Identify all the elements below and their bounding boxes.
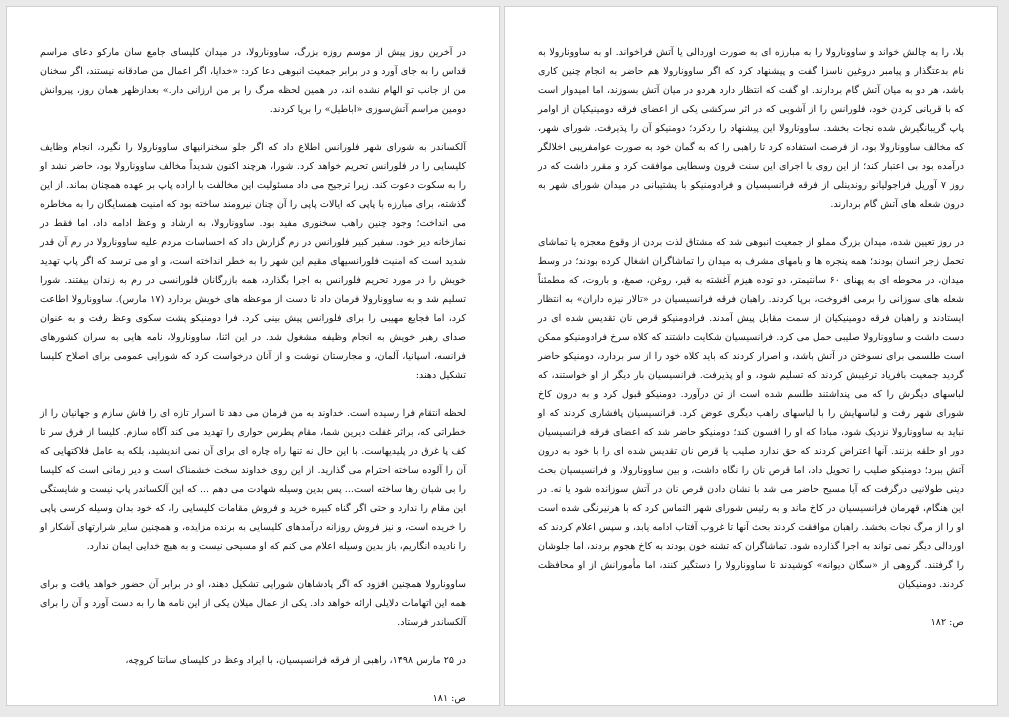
left-paragraph-4: ساوونارولا همچنین افزود که اگر پادشاهان شورایی تشکیل دهند، او در برابر آن حضور خواهد یافت و برای همه این اتهامات دلایلی ارائه خواهد داد. یکی از عمال میلان یکی از این نامه ها را به دست آورد و آن را برای آلکساندر فرستاد. — [40, 579, 466, 628]
page-right — [504, 6, 998, 706]
page-number-left: ص: ۱۸۱ — [432, 693, 466, 704]
page-number-right: ص: ۱۸۲ — [930, 617, 964, 628]
page-left-content — [40, 43, 466, 706]
left-paragraph-2: آلکساندر به شورای شهر فلورانس اطلاع داد که اگر جلو سخنرانیهای ساوونارولا را نگیرد، انجام وظایف کلیسایی را در فلورانس تحریم خواهد کرد. شورا، هرچند اکنون شدیداً مخالف ساوونارولا بود، حاضر نشد او را به سکوت دعوت کند. زیرا ترجیح می داد مسئولیت این مخالفت با اراده پاپ بر عهده همچنان بماند. از این گذشته، برای مبارزه با پاپی که ایالات پاپی را آن چنان نیرومند ساخته بود که امنیت همسایگان را به مخاطره می انداخت؛ وجود چنین راهب سخنوری مفید بود. ساوونارولا، به ارشاد و وعظ ادامه داد، اما فقط در نمازخانه دیر خود. سفیر کبیر فلورانس در رم گزارش داد که احساسات مردم علیه ساوونارولا در رم آن قدر شدید است که امنیت فلورانسیهای مقیم این شهر را به خطر انداخته است، و او می ترسد که اگر پاپ تهدید خویش را در مورد تحریم فلورانس به اجرا بگذارد، همه بازرگانان فلورانسی در رم به زندان بیفتند. شورا تسلیم شد و به ساوونارولا فرمان داد تا دست از موعظه های خویش بردارد (۱۷ مارس). ساوونارولا اطاعت کرد، اما فجایع مهیبی را برای فلورانس پیش بینی کرد. فرا دومنیکو پشت سکوی وعظ رفت و به عنوان صدای رهبر خویش به انجام وظیفه مشغول شد. در این اثنا، ساوونارولا، نامه هایی به سران کشورهای فرانسه، اسپانیا، آلمان، و مجارستان نوشت و از آنان درخواست کرد که شورایی عمومی برای اصلاح کلیسا تشکیل دهند: — [40, 142, 466, 381]
left-paragraph-3: لحظه انتقام فرا رسیده است. خداوند به من فرمان می دهد تا اسرار تازه ای را فاش سازم و جهانیان را از خطراتی که، براثر غفلت دیرین شما، مقام پطرس حواری را تهدید می کند آگاه سازم. کلیسا از فرق سر تا کف پا غرق در پلیدیهاست. با این حال نه تنها راه چاره ای برای آن نمی اندیشید، بلکه به عامل فلاکتهایی که آن را آلوده ساخته احترام می گذارید. از این روی خداوند سخت خشمناک است و دیر زمانی است که کلیسا را بی شبان رها ساخته است... پس بدین وسیله شهادت می دهم ... که این آلکساندر پاپ نیست و شایستگی این مقام را ندارد و حتی اگر گناه کبیره خرید و فروش مقامات کلیسایی را، که خود بدان وسیله کرسی پاپی را خریده است، و نیز فروش روزانه درآمدهای کلیسایی به برنده مزایده، و همچنین سایر شرارتهای آشکار او را نادیده انگاریم، باز بدین وسیله اعلام می کنم که او مسیحی نیست و به هیچ خدایی ایمان ندارد. — [40, 408, 466, 552]
right-paragraph-2: در روز تعیین شده، میدان بزرگ مملو از جمعیت انبوهی شد که مشتاق لذت بردن از وقوع معجزه یا تماشای تحمل زجر انسان بودند؛ همه پنجره ها و بامهای مشرف به میدان را تماشاگران اشغال کرده بودند؛ در وسط میدان، در محوطه ای به پهنای ۶۰ سانتیمتر، دو توده هیزم آغشته به قیر، روغن، صمغ، و باروت، که مطمئناً شعله های سوزانی را برمی افروخت، برپا کردند. راهبان فرقه فرانسیسیان در «تالار نیزه داران» به انتظار ایستادند و راهبان فرقه دومینیکیان از سمت مقابل پیش آمدند. فرادومنیکو قرص نان تقدیس شده ای در دست داشت و ساوونارولا صلیبی حمل می کرد. فرانسیسیان شکایت داشتند که کلاه سرخ فرادومنیکو ممکن است طلسمی برای نسوختن در آتش باشد، و اصرار کردند که باید کلاه خود را از سر بردارد، دومنیکو حاضر گردید جمعیت بافریاد ترغیبش کردند که تسلیم شود، و او پذیرفت. فرانسیسیان بار دیگر از او خواستند، که لباسهای دیگرش را که می پنداشتند طلسم شده است از تن درآورد. دومنیکو قبول کرد و به درون کاخ شورای شهر رفت و لباسهایش را با لباسهای راهب دیگری عوض کرد. فرانسیسیان پافشاری کردند که او نباید به ساوونارولا نزدیک شود، مبادا که او را افسون کند؛ دومنیکو حاضر شد که اعضای فرقه فرانسیسیان دور او حلقه بزنند. آنها اعتراض کردند که حق ندارد صلیب یا قرص نان تقدیس شده ای را با خود به درون آتش ببرد؛ دومنیکو صلیب را تحویل داد، اما قرص نان را نگاه داشت، و بین ساوونارولا، و فرانسیسیان بحث دینی طولانیی درگرفت که آیا مسیح حاضر می شد با نشان دادن قرص نان در آتش سوزانده شود یا نه. در این هنگام، قهرمان فرانسیسیان در کاخ ماند و به رئیس شورای شهر التماس کرد که با هرنیرنگی شده است او را از مرگ نجات بخشد. راهبان موافقت کردند بحث آنها تا غروب آفتاب ادامه یابد، و سپس اعلام کردند که اوردالی دیگر نمی تواند به اجرا گذارده شود. تماشاگران که تشنه خون بودند به کاخ هجوم بردند، اما جلوشان را گرفتند. گروهی از «سگان دیوانه» کوشیدند تا ساوونارولا را دستگیر کنند، اما مأمورانش از او محافظت کردند. دومنیکیان — [538, 237, 964, 590]
left-paragraph-5: در ۲۵ مارس ۱۴۹۸، راهبی از فرقه فرانسیسیان، با ایراد وعظ در کلیسای سانتا کروچه، — [125, 655, 466, 666]
page-right-content — [538, 43, 964, 632]
page-left — [6, 6, 500, 706]
left-paragraph-1: در آخرین روز پیش از موسم روزه بزرگ، ساوونارولا، در میدان کلیسای جامع سان مارکو دعای مراسم قداس را به جای آورد و در برابر جمعیت انبوهی دعا کرد: «خدایا، اگر اعمال من صادقانه نیستند، اگر سخنان من از جانب تو الهام نشده اند، در همین لحظه مرگ را بر من ارزانی دار.» بعدازظهر همان روز، پیروانش دومین مراسم آتش‌سوزی «اباطیل» را برپا کردند. — [40, 47, 466, 115]
right-paragraph-1: بلا، را به چالش خواند و ساوونارولا را به مبارزه ای به صورت اوردالی یا آتش فراخواند. او به ساوونارولا به نام بدعتگذار و پیامبر دروغین ناسزا گفت و پیشنهاد کرد که اگر ساوونارولا هم حاضر به انجام چنین کاری باشد، هر دو به میان آتش گام بردارند. او گفت که انتظار دارد هردو در میان آتش بسوزند، اما امیدوار است که با قربانی کردن خود، فلورانس را از آشوبی که در اثر سرکشی یکی از اعضای فرقه دومینیکیان از اوامر پاپ گریبانگیرش شده نجات بخشد. ساوونارولا این پیشنهاد را ردکرد؛ دومنیکو آن را پذیرفت. شورای شهر، که مخالف ساوونارولا بود، از فرصت استفاده کرد تا راهبی را که به گمان خود به صورت عوامفریبی اخلالگر درآمده بود بی اعتبار کند؛ از این روی با اجرای این سنت قرون وسطایی موافقت کرد و مقرر داشت که در روز ۷ آوریل فراجولیانو روندینلی از فرقه فرانسیسیان و فرادومنیکو با پشتیبانی در میدان شورای شهر به درون شعله های آتش گام بردارند. — [538, 47, 964, 210]
